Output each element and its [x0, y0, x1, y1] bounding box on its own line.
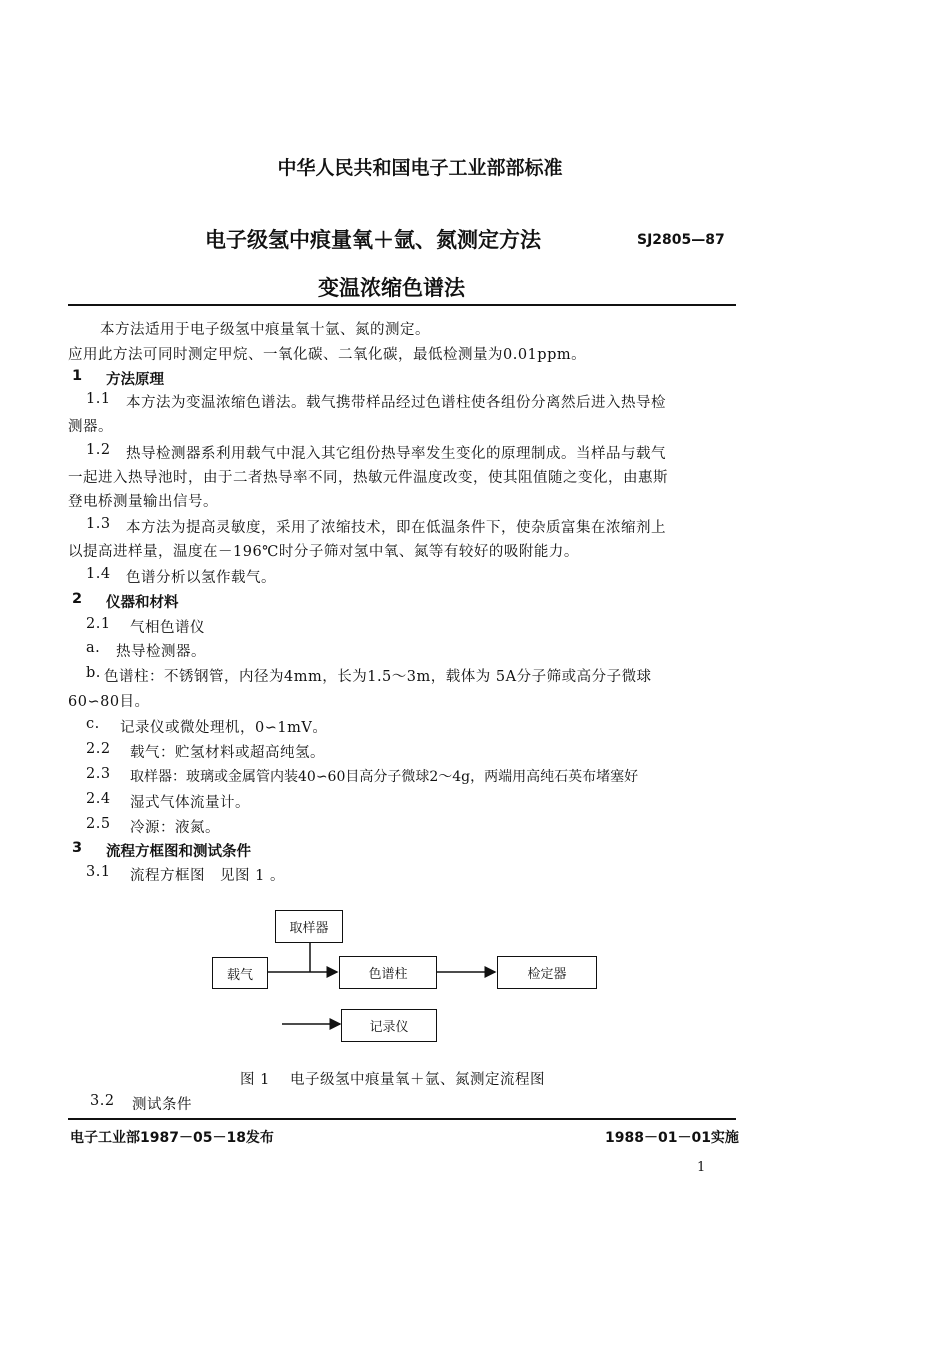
item-1-3-line-2: 以提高进样量，温度在－196℃时分子筛对氢中氧、氮等有较好的吸附能力。 [68, 544, 579, 560]
intro-line-1: 本方法适用于电子级氢中痕量氧十氩、氮的测定。 [100, 322, 430, 338]
figure-caption-label: 图 1 [240, 1072, 270, 1088]
item-2-5-text: 冷源：液氮。 [130, 820, 220, 836]
page-number: 1 [697, 1160, 706, 1175]
item-2-3-text: 取样器：玻璃或金属管内装40∽60目高分子微球2～4g，两端用高纯石英布堵塞好 [130, 769, 639, 785]
section-2-number: 2 [72, 591, 83, 607]
item-b-continuation: 60∽80目。 [68, 694, 150, 710]
item-1-1-number: 1.1 [86, 391, 111, 407]
detector-box [497, 956, 597, 989]
detector-label: 检定器 [527, 967, 567, 982]
item-3-2-number: 3.2 [90, 1093, 115, 1109]
item-2-1-text: 气相色谱仪 [130, 620, 205, 636]
item-1-2-line-3: 登电桥测量输出信号。 [68, 494, 218, 510]
item-b-text: 色谱柱：不锈钢管，内径为4mm，长为1.5～3m，载体为 5A分子筛或高分子微球 [104, 669, 652, 685]
item-1-2-line-2: 一起进入热导池时，由于二者热导率不同，热敏元件温度改变，使其阻值随之变化，由惠斯 [68, 470, 668, 486]
section-1-title: 方法原理 [106, 372, 164, 388]
intro-line-2: 应用此方法可同时测定甲烷、一氧化碳、二氧化碳，最低检测量为0.01ppm。 [68, 347, 587, 363]
standard-code: SJ2805—87 [637, 232, 725, 248]
item-a-number: a. [86, 640, 101, 656]
item-2-1-number: 2.1 [86, 616, 111, 632]
section-3-title: 流程方框图和测试条件 [106, 844, 251, 860]
item-b-number: b. [86, 665, 101, 681]
item-1-4-line-1: 色谱分析以氢作载气。 [126, 570, 276, 586]
carrier-gas-label: 载气 [226, 967, 253, 983]
item-1-4-number: 1.4 [86, 566, 111, 582]
figure-caption-text: 电子级氢中痕量氧＋氩、氮测定流程图 [290, 1072, 545, 1088]
item-c-text: 记录仪或微处理机，0∽1mV。 [120, 720, 328, 736]
section-1-number: 1 [72, 368, 83, 384]
item-1-1-line-1: 本方法为变温浓缩色谱法。载气携带样品经过色谱柱使各组份分离然后进入热导检 [126, 395, 666, 411]
sampler-box [275, 910, 343, 943]
item-3-1-text: 流程方框图 见图 1 。 [130, 868, 285, 884]
standard-org-heading: 中华人民共和国电子工业部部标准 [277, 157, 563, 179]
issued-date: 电子工业部1987－05－18发布 [70, 1130, 274, 1146]
item-1-2-line-1: 热导检测器系利用载气中混入其它组份热导率发生变化的原理制成。当样品与载气 [126, 446, 666, 462]
item-1-3-line-1: 本方法为提高灵敏度，采用了浓缩技术，即在低温条件下，使杂质富集在浓缩剂上 [126, 520, 666, 536]
document-subtitle: 变温浓缩色谱法 [318, 276, 465, 300]
item-c-number: c. [86, 716, 100, 732]
item-a-text: 热导检测器。 [116, 644, 206, 660]
item-1-2-number: 1.2 [86, 442, 111, 458]
effective-date: 1988－01－01实施 [605, 1130, 739, 1146]
item-1-1-line-2: 测器。 [68, 419, 113, 435]
item-2-4-number: 2.4 [86, 791, 111, 807]
item-2-2-text: 载气：贮氢材料或超高纯氢。 [130, 745, 325, 761]
recorder-box [341, 1009, 437, 1042]
carrier-gas-box [212, 957, 268, 989]
document-title: 电子级氢中痕量氧＋氩、氮测定方法 [205, 228, 541, 252]
section-2-title: 仪器和材料 [106, 595, 179, 611]
section-3-number: 3 [72, 840, 83, 856]
item-2-4-text: 湿式气体流量计。 [130, 795, 250, 811]
item-1-3-number: 1.3 [86, 516, 111, 532]
item-3-1-number: 3.1 [86, 864, 111, 880]
footer-rule [68, 1118, 736, 1120]
item-2-2-number: 2.2 [86, 741, 111, 757]
column-label: 色谱柱 [368, 967, 408, 982]
sampler-label: 取样器 [289, 921, 329, 936]
item-2-5-number: 2.5 [86, 816, 111, 832]
item-3-2-text: 测试条件 [132, 1097, 192, 1113]
column-box [339, 956, 437, 989]
header-rule [68, 304, 736, 306]
recorder-label: 记录仪 [369, 1020, 409, 1035]
item-2-3-number: 2.3 [86, 766, 111, 782]
